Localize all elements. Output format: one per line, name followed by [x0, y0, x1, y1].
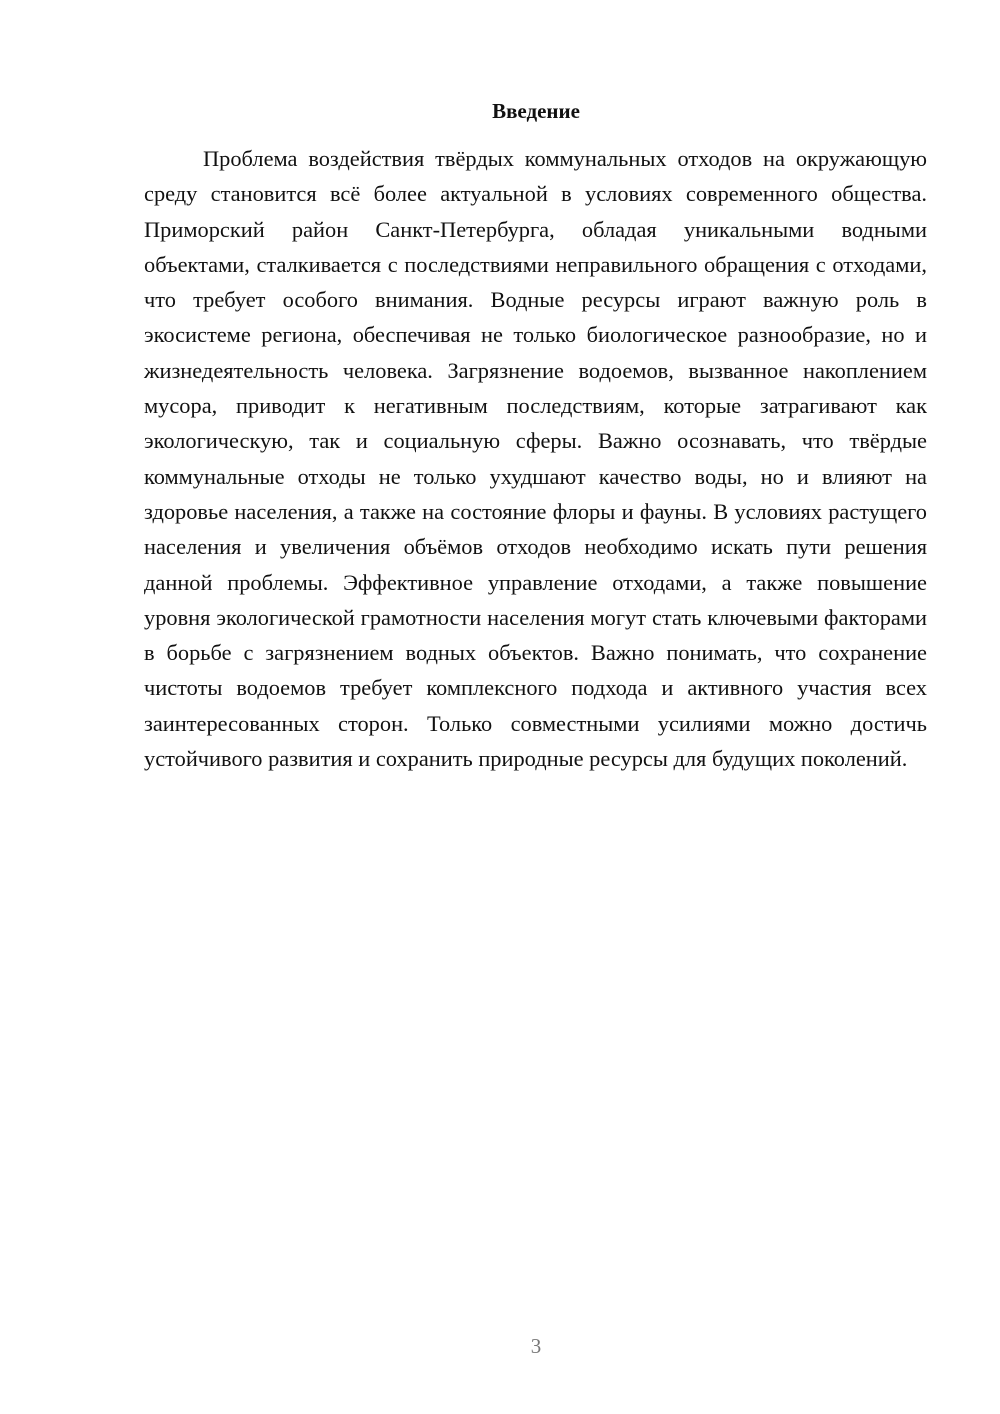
section-heading: Введение	[492, 99, 580, 123]
intro-paragraph: Проблема воздействия твёрдых коммунальных отходов на окружающую среду становится всё более актуальной в условиях современного общества. Приморский район Санкт-Петербурга, обладая уникальными водными объектами, сталкивается с последствиями неправильного обращения с отходами, что требует особого внимания. Водные ресурсы играют важную роль в экосистеме региона, обеспечивая не только биологическое разнообразие, но и жизнедеятельность человека. Загрязнение водоемов, вызванное накоплением мусора, приводит к негативным последствиям, которые затрагивают как экологическую, так и социальную сферы. Важно осознавать, что твёрдые коммунальные отходы не только ухудшают качество воды, но и влияют на здоровье населения, а также на состояние флоры и фауны. В условиях растущего населения и увеличения объёмов отходов необходимо искать пути решения данной проблемы. Эффективное управление отходами, а также повышение уровня экологической грамотности населения могут стать ключевыми факторами в борьбе с загрязнением водных объектов. Важно понимать, что сохранение чистоты водоемов требует комплексного подхода и активного участия всех заинтересованных сторон. Только совместными усилиями можно достичь устойчивого развития и сохранить природные ресурсы для будущих поколений.	[144, 146, 927, 772]
page-number: 3	[530, 1334, 542, 1358]
